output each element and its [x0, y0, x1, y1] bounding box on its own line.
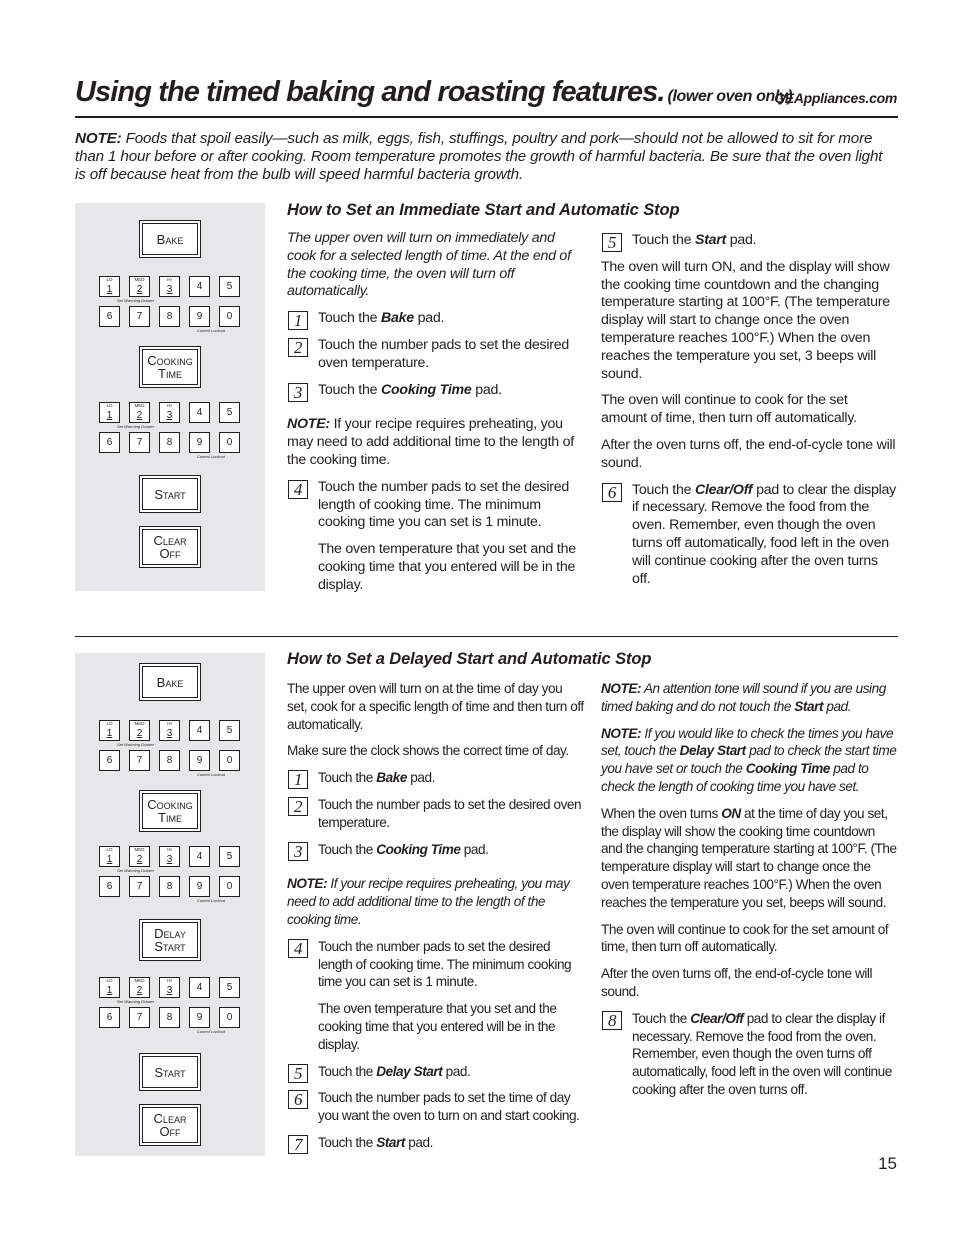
attention-tone-note: NOTE: An attention tone will sound if you are using timed baking and do not touch the Start pad.	[601, 681, 886, 714]
number-keypad	[99, 276, 241, 338]
key-digit: 2	[136, 854, 143, 865]
number-key[interactable]: 4	[189, 720, 210, 741]
number-key[interactable]	[159, 720, 180, 741]
keypad-panel-delayed	[75, 653, 265, 1156]
number-key[interactable]: 9	[189, 1007, 210, 1028]
section2-para3: After the oven turns off, the end-of-cycle tone will sound.	[601, 966, 873, 999]
number-key[interactable]: 0	[219, 306, 240, 327]
section1-right-column	[601, 232, 897, 597]
number-key[interactable]: 6	[99, 876, 120, 897]
preheat-note: NOTE: If your recipe requires preheating, you may need to add additional time to the length of the cooking time.	[287, 416, 574, 468]
warming-drawer-caption: Set Warming Drawer	[117, 868, 155, 873]
section-divider	[75, 636, 898, 637]
number-key[interactable]: 8	[159, 876, 180, 897]
key-level-label: LO	[106, 847, 113, 852]
number-key[interactable]	[99, 846, 120, 867]
step-4: 4 Touch the number pads to set the desired length of cooking time. The minimum cooking time you can set is 1 minute.	[287, 479, 583, 532]
number-key[interactable]: 8	[159, 750, 180, 771]
key-digit: 2	[136, 284, 143, 295]
key-digit: 1	[106, 284, 113, 295]
step-4-detail: The oven temperature that you set and the cooking time that you entered will be in the display.	[318, 541, 576, 593]
key-digit: 3	[166, 410, 173, 421]
number-key[interactable]	[99, 720, 120, 741]
warming-drawer-caption: Set Warming Drawer	[117, 742, 155, 747]
number-key[interactable]: 0	[219, 876, 240, 897]
step-1: 1 Touch the Bake pad.	[287, 769, 585, 787]
number-key[interactable]: 8	[159, 1007, 180, 1028]
step-8: 8 Touch the Clear/Off pad to clear the display if necessary. Remove the food from the oven. Remember, even though the oven turns off automatically, food left in the oven will continue cooking after the oven turns off.	[601, 1010, 897, 1099]
header-rule	[75, 116, 898, 118]
number-key[interactable]: 9	[189, 432, 210, 453]
key-level-label: MED	[134, 847, 145, 852]
delay-start-button[interactable]: Delay Start	[139, 919, 201, 961]
key-digit: 3	[166, 284, 173, 295]
page-subtitle: (lower oven only)	[667, 88, 793, 105]
key-level-label: HI	[167, 277, 172, 282]
number-keypad	[99, 402, 241, 464]
section2-left-column	[287, 680, 585, 1161]
preheat-note: NOTE: If your recipe requires preheating, you may need to add additional time to the length of the cooking time.	[287, 876, 570, 927]
section-heading-immediate: How to Set an Immediate Start and Automatic Stop	[287, 201, 680, 219]
page-number: 15	[878, 1154, 897, 1173]
key-level-label: LO	[106, 721, 113, 726]
step-2: 2 Touch the number pads to set the desired oven temperature.	[287, 337, 583, 373]
key-digit: 3	[166, 728, 173, 739]
step-7: 7 Touch the Start pad.	[287, 1134, 585, 1152]
cooking-time-button[interactable]: Cooking Time	[139, 346, 201, 388]
section1-para2: The oven will continue to cook for the set amount of time, then turn off automatically.	[601, 392, 857, 427]
number-key[interactable]: 6	[99, 306, 120, 327]
key-level-label: HI	[167, 721, 172, 726]
section2-right-column	[601, 680, 897, 1108]
step-4: 4 Touch the number pads to set the desired length of cooking time. The minimum cooking time you can set is 1 minute.	[287, 938, 585, 991]
number-key[interactable]	[99, 276, 120, 297]
section2-intro: The upper oven will turn on at the time of day you set, cook for a specific length of time and then turn off automatically.	[287, 681, 584, 732]
number-key[interactable]: 5	[219, 720, 240, 741]
number-key[interactable]: 0	[219, 432, 240, 453]
step-5: 5 Touch the Delay Start pad.	[287, 1063, 585, 1081]
number-key[interactable]	[159, 276, 180, 297]
key-level-label: LO	[106, 277, 113, 282]
key-level-label: LO	[106, 978, 113, 983]
key-level-label: MED	[134, 721, 145, 726]
number-key[interactable]: 4	[189, 402, 210, 423]
bake-button[interactable]: Bake	[139, 663, 201, 701]
control-lockout-caption: Control Lockout	[197, 898, 226, 903]
number-key[interactable]: 9	[189, 306, 210, 327]
number-key[interactable]	[159, 977, 180, 998]
key-digit: 2	[136, 985, 143, 996]
key-level-label: MED	[134, 403, 145, 408]
key-level-label: HI	[167, 978, 172, 983]
key-digit: 1	[106, 854, 113, 865]
number-keypad	[99, 846, 241, 908]
number-key[interactable]: 4	[189, 846, 210, 867]
number-key[interactable]	[129, 846, 150, 867]
section-heading-delayed: How to Set a Delayed Start and Automatic Stop	[287, 650, 652, 668]
number-key[interactable]	[159, 846, 180, 867]
number-keypad	[99, 977, 241, 1039]
number-key[interactable]: 6	[99, 1007, 120, 1028]
number-key[interactable]: 5	[219, 846, 240, 867]
warming-drawer-caption: Set Warming Drawer	[117, 424, 155, 429]
step-5: 5 Touch the Start pad.	[601, 232, 897, 250]
key-level-label: MED	[134, 277, 145, 282]
number-key[interactable]: 8	[159, 432, 180, 453]
number-key[interactable]: 9	[189, 750, 210, 771]
start-button[interactable]: Start	[139, 1053, 201, 1091]
section1-para1: The oven will turn ON, and the display will show the cooking time countdown and the changing temperature starting at 100°F. (The temperature display will start to change once the oven temperature reaches 100°F.) When the oven reaches the temperature you set, 3 beeps will sound.	[601, 258, 890, 382]
number-key[interactable]	[129, 977, 150, 998]
bake-button[interactable]: Bake	[139, 220, 201, 258]
number-key[interactable]	[129, 276, 150, 297]
key-level-label: MED	[134, 978, 145, 983]
number-key[interactable]: 4	[189, 977, 210, 998]
intro-note: NOTE: Foods that spoil easily—such as milk, eggs, fish, stuffings, poultry and pork—should not be allowed to sit for more than 1 hour before or after cooking. Room temperature promotes the growth of harmful bacteria. Be sure that the oven light is off because heat from the bulb will speed harmful bacteria growth.	[75, 130, 883, 184]
control-lockout-caption: Control Lockout	[197, 328, 226, 333]
number-key[interactable]: 5	[219, 977, 240, 998]
key-digit: 2	[136, 410, 143, 421]
number-key[interactable]: 6	[99, 750, 120, 771]
number-key[interactable]: 7	[129, 876, 150, 897]
start-button[interactable]: Start	[139, 475, 201, 513]
key-level-label: LO	[106, 403, 113, 408]
check-times-note: NOTE: If you would like to check the times you have set, touch the Delay Start pad to check the start time you have set or touch the Cooking Time pad to check the length of cooking time you have set.	[601, 725, 897, 794]
key-digit: 3	[166, 854, 173, 865]
number-key[interactable]: 0	[219, 1007, 240, 1028]
number-key[interactable]	[129, 402, 150, 423]
clear-off-button[interactable]: Clear Off	[139, 1104, 201, 1146]
key-digit: 3	[166, 985, 173, 996]
step-6: 6 Touch the number pads to set the time of day you want the oven to turn on and start cooking.	[287, 1089, 585, 1125]
key-level-label: HI	[167, 847, 172, 852]
step-2: 2 Touch the number pads to set the desired oven temperature.	[287, 796, 585, 832]
number-key[interactable]: 7	[129, 1007, 150, 1028]
number-key[interactable]: 7	[129, 306, 150, 327]
control-lockout-caption: Control Lockout	[197, 1029, 226, 1034]
number-key[interactable]: 8	[159, 306, 180, 327]
control-lockout-caption: Control Lockout	[197, 454, 226, 459]
section1-para3: After the oven turns off, the end-of-cycle tone will sound.	[601, 436, 896, 471]
step-4-detail: The oven temperature that you set and the cooking time that you entered will be in the display.	[318, 1001, 557, 1052]
key-digit: 1	[106, 410, 113, 421]
number-keypad	[99, 720, 241, 782]
number-key[interactable]: 7	[129, 432, 150, 453]
page-title: Using the timed baking and roasting features. (lower oven only)	[75, 76, 793, 108]
clear-off-button[interactable]: Clear Off	[139, 526, 201, 568]
number-key[interactable]: 6	[99, 432, 120, 453]
number-key[interactable]: 4	[189, 276, 210, 297]
warming-drawer-caption: Set Warming Drawer	[117, 298, 155, 303]
number-key[interactable]	[99, 402, 120, 423]
number-key[interactable]: 7	[129, 750, 150, 771]
warming-drawer-caption: Set Warming Drawer	[117, 999, 155, 1004]
website-label: GEAppliances.com	[774, 90, 897, 106]
section1-intro: The upper oven will turn on immediately and cook for a selected length of time. At the end of the cooking time, the oven will turn off automatically.	[287, 230, 571, 300]
keypad-panel-immediate	[75, 203, 265, 591]
key-digit: 1	[106, 985, 113, 996]
number-key[interactable]: 9	[189, 876, 210, 897]
cooking-time-button[interactable]: Cooking Time	[139, 790, 201, 832]
section2-para2: The oven will continue to cook for the set amount of time, then turn off automatically.	[601, 921, 889, 955]
number-key[interactable]: 5	[219, 276, 240, 297]
key-digit: 1	[106, 728, 113, 739]
number-key[interactable]	[129, 720, 150, 741]
section1-left-column	[287, 230, 583, 604]
key-digit: 2	[136, 728, 143, 739]
step-3: 3 Touch the Cooking Time pad.	[287, 841, 585, 859]
number-key[interactable]: 0	[219, 750, 240, 771]
control-lockout-caption: Control Lockout	[197, 772, 226, 777]
step-3: 3 Touch the Cooking Time pad.	[287, 382, 583, 400]
step-1: 1 Touch the Bake pad.	[287, 310, 583, 328]
key-level-label: HI	[167, 403, 172, 408]
number-key[interactable]: 5	[219, 402, 240, 423]
clock-reminder: Make sure the clock shows the correct time of day.	[287, 743, 569, 759]
step-6: 6 Touch the Clear/Off pad to clear the display if necessary. Remove the food from the oven. Remember, even though the oven turns off automatically, food left in the oven will continue cooking after the oven turns off.	[601, 482, 897, 589]
number-key[interactable]	[99, 977, 120, 998]
section2-para1: When the oven turns ON at the time of day you set, the display will show the cooking time countdown and the changing temperature starting at 100°F. (The temperature display will start to change once the oven temperature reaches 100°F.) When the oven reaches the temperature you set, beeps will sound.	[601, 805, 897, 910]
number-key[interactable]	[159, 402, 180, 423]
